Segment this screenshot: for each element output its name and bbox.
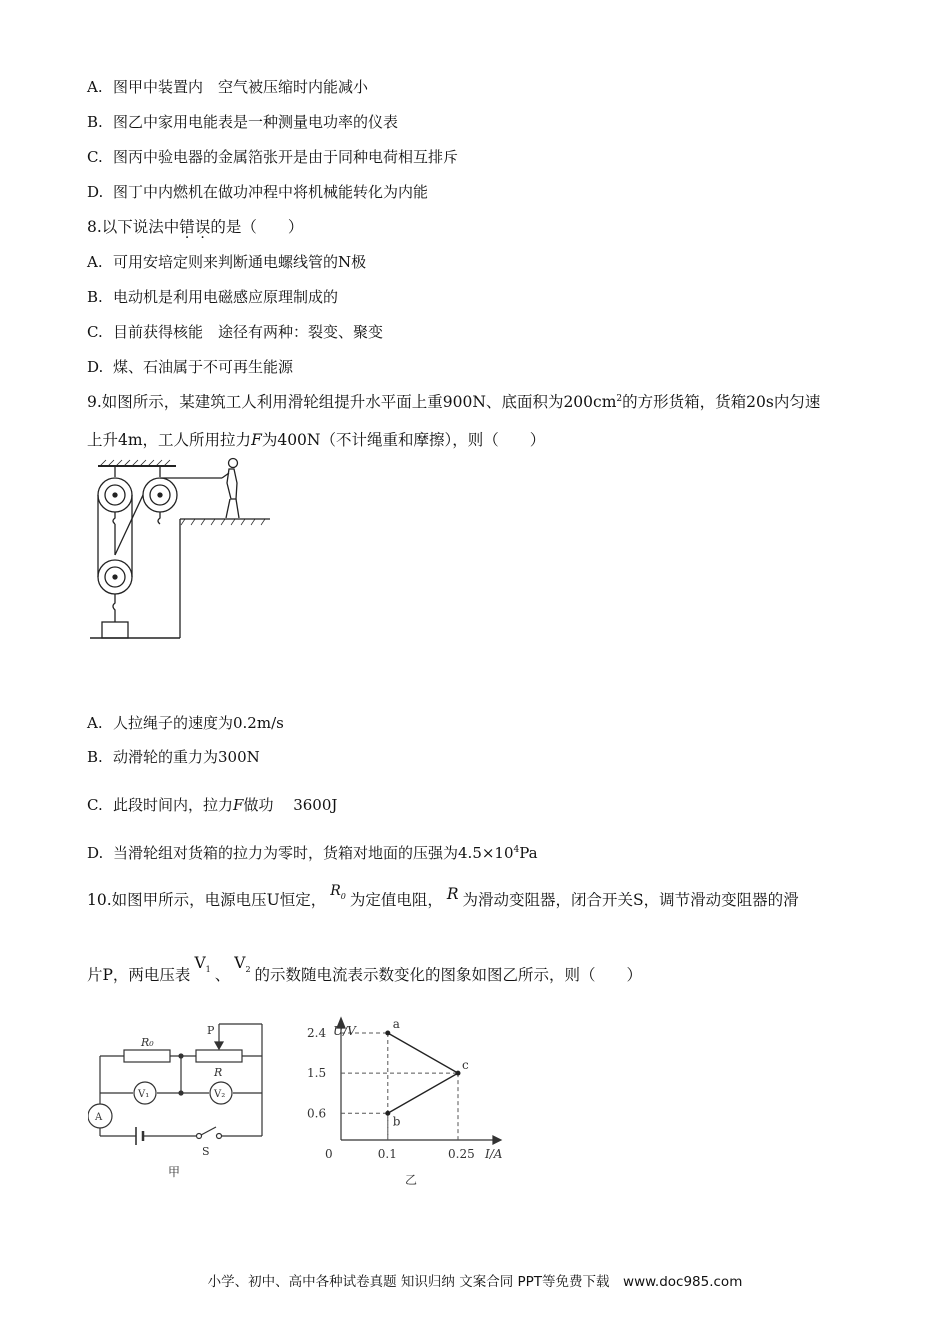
q8-option-d: D. 煤、石油属于不可再生能源 (87, 358, 294, 376)
svg-text:R: R (214, 1066, 223, 1079)
svg-text:R₀: R₀ (141, 1036, 154, 1049)
q8-option-c: C. 目前获得核能 途径有两种：裂变、聚变 (87, 323, 384, 341)
symbol-r0: $R_0$ (330, 883, 346, 901)
graph-caption: 乙 (405, 1173, 418, 1187)
emphasis-char: 错 (179, 218, 195, 236)
svg-text:A: A (95, 1112, 103, 1123)
pulley-figure (90, 455, 280, 645)
q7-option-c: C. 图丙中验电器的金属箔张开是由于同种电荷相互排斥 (87, 148, 459, 166)
q10-stem-line1: 10.如图甲所示，电源电压U恒定， $R_0$ 为定值电阻， R 为滑动变阻器，闭合开关S，调节滑动变阻器的滑 (87, 883, 799, 909)
svg-text:甲: 甲 (168, 1165, 181, 1179)
y-tick-label: 1.5 (307, 1066, 327, 1081)
q8-option-b: B. 电动机是利用电磁感应原理制成的 (87, 288, 339, 306)
x-tick-label: 0.1 (377, 1147, 397, 1161)
q9-stem-line2: 上升4m，工人所用拉力F为400N（不计绳重和摩擦），则（ ） (87, 431, 546, 449)
q7-option-b: B. 图乙中家用电能表是一种测量电功率的仪表 (87, 113, 399, 131)
emphasis-char: 误 (194, 218, 211, 236)
x-tick-label: 0.25 (448, 1147, 475, 1161)
circuit-diagram (88, 1018, 273, 1183)
y-axis-label: U/V (333, 1024, 356, 1038)
x-axis-arrow (493, 1136, 501, 1144)
svg-text:V₂: V₂ (214, 1089, 226, 1100)
symbol-v1: $V_1$ (194, 954, 211, 975)
q10-stem-line2: 片P，两电压表$V_1$ 、$V_2$ 的示数随电流表示数变化的图象如图乙所示，则（ ） (87, 954, 643, 984)
symbol-r: R (446, 885, 459, 903)
x-axis-label: I/A (485, 1147, 503, 1161)
y-tick-label: 0.6 (307, 1106, 327, 1121)
data-point-a (385, 1031, 390, 1036)
q9-option-c: C. 此段时间内，拉力F做功 3600J (87, 796, 338, 814)
data-segment-ac (388, 1033, 458, 1073)
svg-text:V₁: V₁ (138, 1089, 150, 1100)
q8-option-a: A. 可用安培定则来判断通电螺线管的N极 (87, 253, 367, 271)
svg-text:P: P (207, 1024, 215, 1037)
point-label-a: a (392, 1017, 400, 1031)
q9-option-b: B. 动滑轮的重力为300N (87, 748, 260, 766)
q9-option-d: D. 当滑轮组对货箱的拉力为零时，货箱对地面的压强为$4.5\times 10^4Pa$ (87, 844, 538, 862)
q7-option-d: D. 图丁中内燃机在做功冲程中将机械能转化为内能 (87, 183, 429, 201)
data-segment-bc (388, 1073, 458, 1113)
point-label-b: b (392, 1114, 401, 1129)
rheostat-r (196, 1050, 242, 1062)
point-label-c: c (462, 1058, 469, 1073)
symbol-v2: $V_2$ (234, 954, 251, 975)
data-point-c (456, 1071, 461, 1076)
q8-stem: 8.以下说法中错误的是（ ） (87, 218, 304, 236)
y-tick-label: 2.4 (307, 1026, 327, 1040)
q9-stem-line1: 9.如图所示，某建筑工人利用滑轮组提升水平面上重900N、底面积为$200cm^2$的方形货箱，货箱20s内匀速 (87, 393, 821, 411)
resistor-r0 (124, 1050, 170, 1062)
ui-graph (305, 1010, 525, 1190)
q7-option-a: A. 图甲中装置内 空气被压缩时内能减小 (87, 78, 369, 96)
page-footer: 小学、初中、高中各种试卷真题 知识归纳 文案合同 PPT等免费下载 www.doc985.com (207, 1274, 743, 1290)
svg-text:S: S (202, 1145, 210, 1158)
data-point-b (385, 1111, 390, 1116)
origin-label: 0 (325, 1147, 333, 1161)
q9-option-a: A. 人拉绳子的速度为0.2m/s (87, 714, 284, 732)
